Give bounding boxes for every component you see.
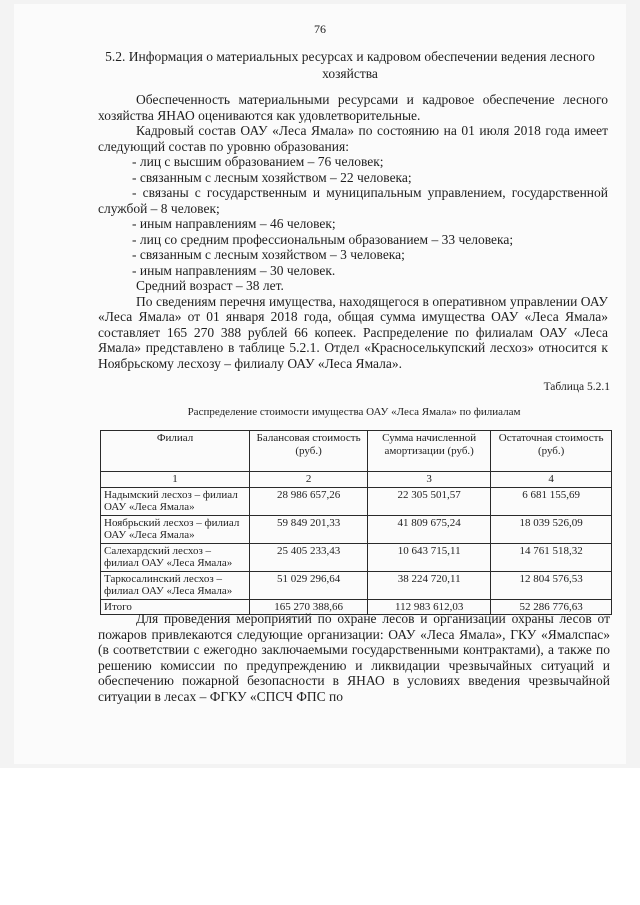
table-row bbox=[101, 515, 612, 543]
list-item: - лиц со средним профессиональным образованием – 33 человека; bbox=[132, 231, 514, 247]
body-text bbox=[98, 92, 608, 371]
total-label: Итого bbox=[101, 599, 250, 615]
total-depreciation: 112 983 612,03 bbox=[368, 599, 491, 615]
page-number: 76 bbox=[314, 22, 326, 36]
paragraph-fire-protection: Для проведения мероприятий по охране лесов и организации охраны лесов от пожаров привлекаются следующие организации: ОАУ «Леса Ямала», ГКУ «Ямалспас» (в соответствии с ежегодно заключаемыми государственными контрактами), а также по решению комиссии по предупреждению и ликвидации чрезвычайных ситуаций и обеспечению пожарной безопасности в ЯНАО в условиях введения чрезвычайной ситуации в лесах – ФГКУ «СПСЧ ФПС по bbox=[98, 611, 610, 704]
depreciation-value: 22 305 501,57 bbox=[368, 487, 491, 515]
branch-name: Таркосалинский лесхоз – филиал ОАУ «Леса Ямала» bbox=[101, 571, 250, 599]
branch-name: Салехардский лесхоз – филиал ОАУ «Леса Ямала» bbox=[101, 543, 250, 571]
table-caption: Таблица 5.2.1 bbox=[543, 381, 610, 393]
paragraph-age: Средний возраст – 38 лет. bbox=[136, 278, 284, 293]
residual-value: 12 804 576,53 bbox=[491, 571, 612, 599]
header-residual-value: Остаточная стоимость (руб.) bbox=[491, 431, 612, 472]
paragraph-property: По сведениям перечня имущества, находящегося в оперативном управлении ОАУ «Леса Ямала» от 01 января 2018 года, общая сумма имущества ОАУ «Леса Ямала» составляет 165 270 388 рублей 66 копеек. Распределение по филиалам ОАУ «Леса Ямала» представлено в таблице 5.2.1. Отдел «Красноселькупский лесхоз» относится к Ноябрьскому лесхозу – филиалу ОАУ «Леса Ямала». bbox=[98, 293, 608, 371]
residual-value: 18 039 526,09 bbox=[491, 515, 612, 543]
balance-value: 25 405 233,43 bbox=[250, 543, 368, 571]
list-item: - связанным с лесным хозяйством – 3 человека; bbox=[132, 247, 405, 262]
property-distribution-table bbox=[100, 430, 612, 615]
column-number: 3 bbox=[368, 472, 491, 488]
paragraph-resources: Обеспеченность материальными ресурсами и кадровое обеспечение лесного хозяйства ЯНАО оцениваются как удовлетворительные. bbox=[98, 92, 608, 123]
total-balance-value: 165 270 388,66 bbox=[250, 599, 368, 615]
branch-name: Надымский лесхоз – филиал ОАУ «Леса Ямала» bbox=[101, 487, 250, 515]
column-number: 2 bbox=[250, 472, 368, 488]
table-row bbox=[101, 571, 612, 599]
table-title: Распределение стоимости имущества ОАУ «Леса Ямала» по филиалам bbox=[187, 406, 521, 418]
column-number-row bbox=[101, 472, 612, 488]
header-balance-value: Балансовая стоимость (руб.) bbox=[250, 431, 368, 472]
list-item: - лиц с высшим образованием – 76 человек; bbox=[132, 154, 384, 169]
column-number: 4 bbox=[491, 472, 612, 488]
header-branch: Филиал bbox=[101, 431, 250, 472]
total-residual-value: 52 286 776,63 bbox=[491, 599, 612, 615]
column-number: 1 bbox=[101, 472, 250, 488]
list-item: - связанным с лесным хозяйством – 22 человека; bbox=[132, 169, 412, 185]
depreciation-value: 10 643 715,11 bbox=[368, 543, 491, 571]
balance-value: 28 986 657,26 bbox=[250, 487, 368, 515]
table-header-row bbox=[101, 431, 612, 472]
residual-value: 6 681 155,69 bbox=[491, 487, 612, 515]
list-item: - связаны с государственным и муниципальным управлением, государственной службой – 8 человек; bbox=[98, 185, 608, 216]
balance-value: 51 029 296,64 bbox=[250, 571, 368, 599]
list-item: - иным направлениям – 30 человек. bbox=[132, 262, 336, 278]
body-text-continued bbox=[98, 611, 610, 704]
branch-name: Ноябрьский лесхоз – филиал ОАУ «Леса Ямала» bbox=[101, 515, 250, 543]
depreciation-value: 38 224 720,11 bbox=[368, 571, 491, 599]
balance-value: 59 849 201,33 bbox=[250, 515, 368, 543]
table-row bbox=[101, 543, 612, 571]
residual-value: 14 761 518,32 bbox=[491, 543, 612, 571]
list-item: - иным направлениям – 46 человек; bbox=[132, 216, 336, 231]
depreciation-value: 41 809 675,24 bbox=[368, 515, 491, 543]
header-depreciation: Сумма начисленной амортизации (руб.) bbox=[368, 431, 491, 472]
table-row bbox=[101, 487, 612, 515]
paragraph-staff: Кадровый состав ОАУ «Леса Ямала» по состоянию на 01 июля 2018 года имеет следующий состав по уровню образования: bbox=[98, 123, 608, 154]
section-heading: 5.2. Информация о материальных ресурсах и кадровом обеспечении ведения лесного хозяйства bbox=[105, 49, 595, 81]
